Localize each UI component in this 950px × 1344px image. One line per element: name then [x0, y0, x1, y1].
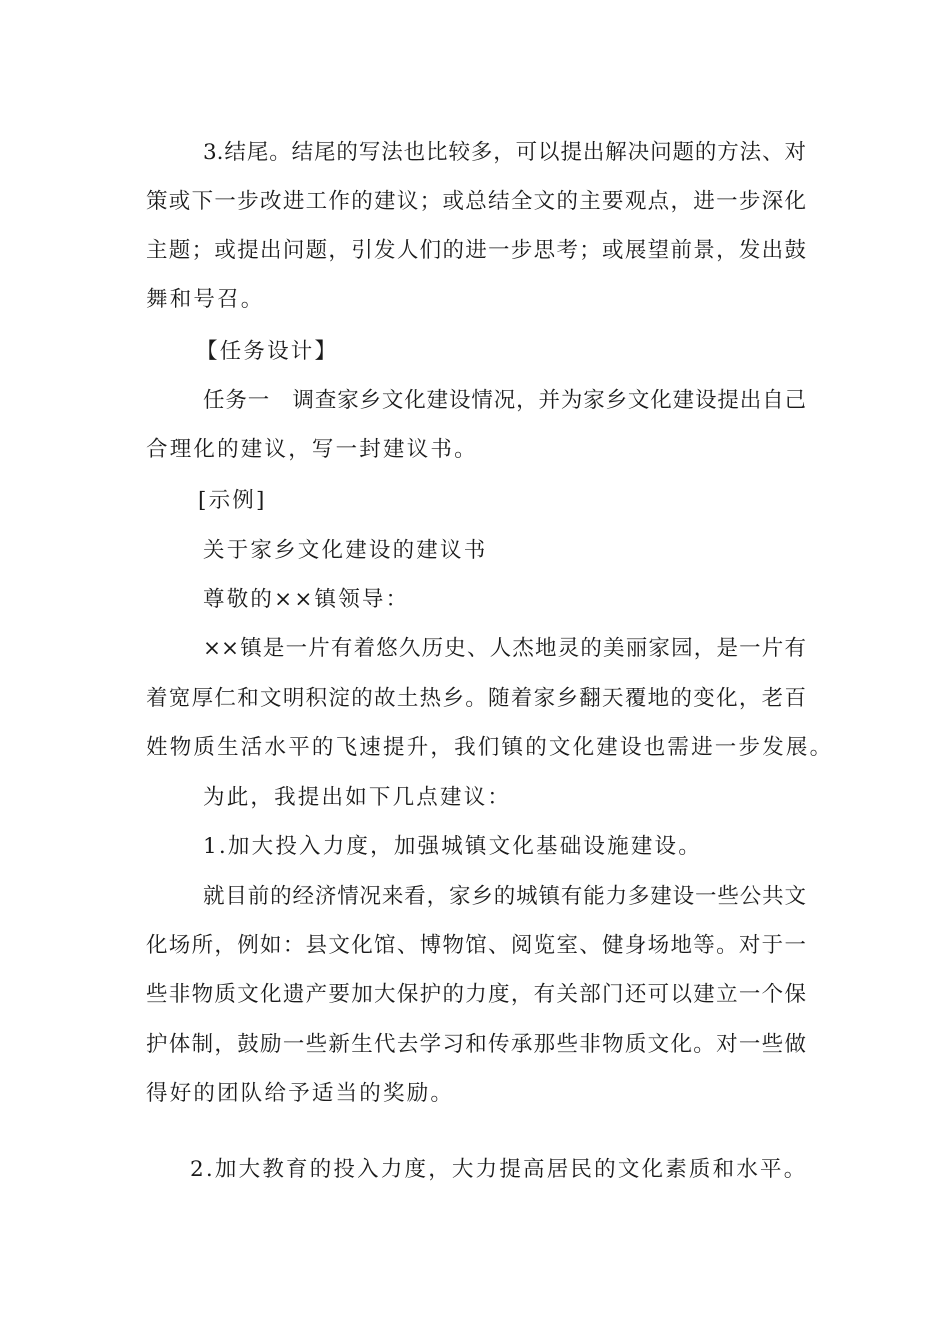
suggestion-1-heading: 1.加大投入力度，加强城镇文化基础设施建设。 [203, 834, 702, 859]
section-heading-task-design: 【任务设计】 [196, 339, 339, 364]
task-one-line-2: 合理化的建议，写一封建议书。 [146, 437, 478, 462]
letter-title: 关于家乡文化建设的建议书 [203, 538, 488, 563]
letter-intro-line-3: 姓物质生活水平的飞速提升，我们镇的文化建设也需进一步发展。 [146, 735, 834, 760]
letter-salutation: 尊敬的××镇领导： [203, 587, 410, 612]
paragraph-ending-line-3: 主题；或提出问题，引发人们的进一步思考；或展望前景，发出鼓 [146, 238, 806, 263]
suggestion-1-body-line-3: 些非物质文化遗产要加大保护的力度，有关部门还可以建立一个保 [146, 982, 806, 1007]
suggestion-1-body-line-2: 化场所，例如：县文化馆、博物馆、阅览室、健身场地等。对于一 [146, 933, 806, 958]
suggestion-1-body-line-1: 就目前的经济情况来看，家乡的城镇有能力多建设一些公共文 [203, 884, 806, 909]
suggestions-lead: 为此，我提出如下几点建议： [203, 785, 512, 810]
task-one-line-1: 任务一 调查家乡文化建设情况，并为家乡文化建设提出自己 [203, 388, 806, 413]
paragraph-ending-line-2: 策或下一步改进工作的建议；或总结全文的主要观点，进一步深化 [146, 189, 806, 214]
letter-intro-line-2: 着宽厚仁和文明积淀的故土热乡。随着家乡翻天覆地的变化，老百 [146, 686, 806, 711]
suggestion-1-body-line-5: 得好的团队给予适当的奖励。 [146, 1081, 455, 1106]
suggestion-2-heading: 2.加大教育的投入力度，大力提高居民的文化素质和水平。 [190, 1157, 808, 1182]
paragraph-ending-line-4: 舞和号召。 [146, 287, 265, 312]
letter-intro-line-1: ××镇是一片有着悠久历史、人杰地灵的美丽家园，是一片有 [203, 636, 806, 661]
paragraph-ending-line-1: 3.结尾。结尾的写法也比较多，可以提出解决问题的方法、对 [203, 140, 806, 165]
suggestion-1-body-line-4: 护体制，鼓励一些新生代去学习和传承那些非物质文化。对一些做 [146, 1032, 806, 1057]
example-label: [示例] [198, 488, 267, 513]
